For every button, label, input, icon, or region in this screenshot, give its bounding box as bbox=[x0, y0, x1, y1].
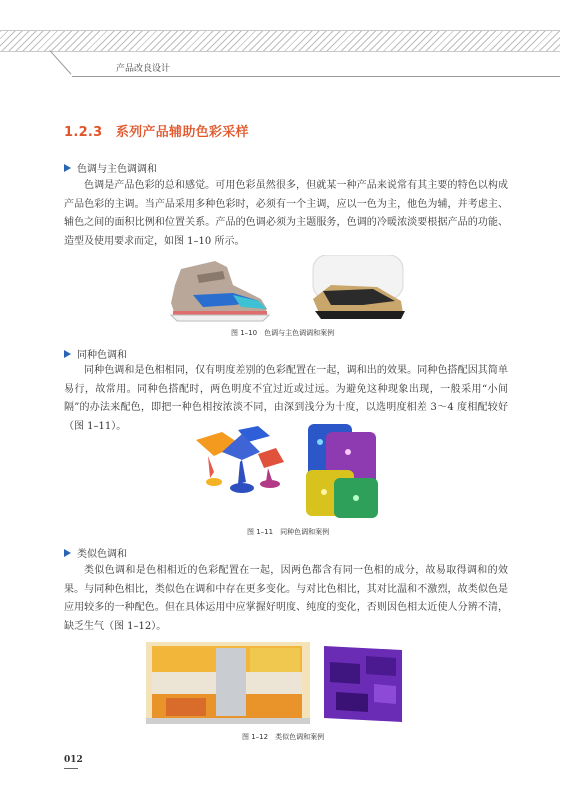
figure-caption-1-10: 图 1–10 色调与主色调调和案例 bbox=[231, 329, 335, 337]
dress-shoe-image bbox=[313, 255, 405, 319]
triangle-bullet-icon bbox=[64, 549, 71, 557]
header-hatch-band bbox=[0, 30, 560, 52]
colored-tiles-image bbox=[306, 424, 378, 518]
page-number: 012 bbox=[64, 755, 83, 765]
subsection-heading-3-text: 类似色调和 bbox=[77, 549, 127, 560]
triangle-bullet-icon bbox=[64, 350, 71, 358]
paragraph-3: 类似色调和是色相相近的色彩配置在一起，因两色都含有同一色相的成分，故易取得调和的效果。与同种色相比，类似色在调和中存在更多变化。与对比色相比，其对比温和不激烈，故类似色是应用较多的一种配色。但在具体运用中应掌握好明度、纯度的变化，否则因色相太近使人分辨不清，缺乏生气（图 1–12）。 bbox=[64, 565, 508, 632]
paragraph-1: 色调是产品色彩的总和感觉。可用色彩虽然很多，但就某一种产品来说常有其主要的特色以构成产品色彩的主调。当产品采用多种色彩时，必须有一个主调，应以一色为主，他色为辅，并考虑主、辅色之间的面积比例和位置关系。产品的色调必须为主题服务，色调的冷暖浓淡要根据产品的功能、造型及使用要求而定，如图 1–10 所示。 bbox=[64, 180, 508, 247]
paragraph-2: 同种色调和是色相相同，仅有明度差别的色彩配置在一起，调和出的效果。同种色搭配因其简单易行，故常用。同种色搭配时，两色明度不宜过近或过远。为避免这种现象出现，一般采用“小间隔”的办法来配色，即把一种色相按浓淡不同，由深到浅分为十度，以选明度相差 3～4 度相配较好（图 1–11）。 bbox=[64, 365, 508, 432]
figure-1-10-image bbox=[163, 255, 408, 323]
kitchen-image bbox=[146, 642, 310, 724]
figure-caption-1-11: 图 1–11 同种色调和案例 bbox=[247, 528, 330, 536]
subsection-heading-3 bbox=[64, 545, 127, 560]
page-number-rule bbox=[64, 768, 78, 769]
sneaker-image bbox=[171, 261, 269, 321]
figure-caption-1-12: 图 1–12 类似色调和案例 bbox=[242, 733, 325, 741]
purple-shelf-image bbox=[324, 646, 402, 722]
subsection-heading-1-text: 色调与主色调调和 bbox=[77, 164, 157, 175]
subsection-heading-2-text: 同种色调和 bbox=[77, 350, 127, 361]
running-head: 产品改良设计 bbox=[116, 64, 171, 74]
colored-cups-image bbox=[188, 422, 288, 518]
subsection-heading-1 bbox=[64, 160, 157, 175]
header-rule-diagonal bbox=[49, 50, 71, 74]
figure-1-11-image bbox=[188, 422, 380, 520]
section-title: 1.2.3 系列产品辅助色彩采样 bbox=[64, 125, 249, 140]
subsection-heading-2 bbox=[64, 346, 127, 361]
figure-1-12-image bbox=[146, 642, 408, 724]
header-rule bbox=[72, 76, 560, 77]
triangle-bullet-icon bbox=[64, 164, 71, 172]
